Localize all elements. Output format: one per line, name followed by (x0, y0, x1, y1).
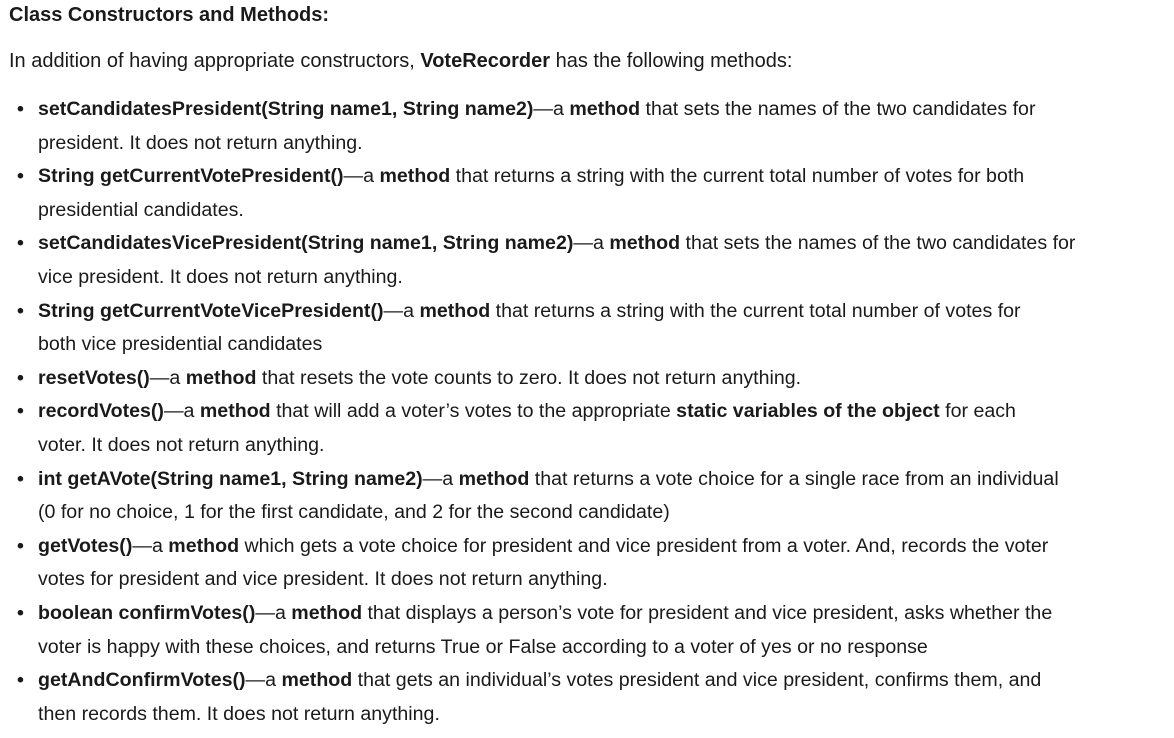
bullet-icon: • (17, 669, 24, 692)
method-line (38, 429, 1171, 463)
text: that returns a string with the current total number of votes for (490, 299, 1021, 322)
text: then records them. It does not return anything. (38, 702, 440, 725)
method-line (38, 295, 1171, 329)
section-heading: Class Constructors and Methods: (9, 4, 330, 26)
method-line (38, 496, 1171, 530)
method-line (38, 93, 1171, 127)
bold-text: method (569, 98, 641, 120)
bold-text: method (168, 534, 240, 557)
text: voter is happy with these choices, and returns True or False according to a voter of yes or no response (38, 635, 928, 658)
bold-text: setCandidatesVicePresident(String name1, String name2) (38, 232, 574, 255)
bullet-icon: • (17, 534, 24, 557)
method-line (38, 328, 1171, 362)
method-line (38, 530, 1171, 564)
text: —a (149, 366, 186, 389)
method-line (38, 227, 1171, 261)
text: that displays a person’s vote for president and vice president, asks whether the (362, 601, 1053, 624)
bullet-icon: • (17, 467, 24, 490)
text: both vice presidential candidates (38, 333, 323, 356)
text: that resets the vote counts to zero. It does not return anything. (256, 366, 802, 389)
method-line (38, 362, 1171, 396)
bold-text: setCandidatesPresident(String name1, String name2) (38, 98, 534, 120)
method-line (38, 597, 1171, 631)
bullet-icon: • (17, 366, 24, 389)
text: —a (573, 232, 610, 255)
text: —a (163, 400, 200, 423)
method-list-item (9, 227, 1171, 294)
bold-text: int getAVote(String name1, String name2) (38, 467, 423, 490)
bold-text: method (419, 299, 491, 322)
text: —a (533, 98, 570, 120)
text: —a (132, 534, 169, 557)
bullet-icon: • (17, 601, 24, 624)
bold-text: method (379, 165, 451, 188)
method-list-item (9, 597, 1171, 664)
bold-text: method (185, 366, 257, 389)
text: —a (343, 165, 380, 188)
bold-text: String getCurrentVotePresident() (38, 165, 344, 188)
method-line (38, 194, 1171, 228)
method-list-item (9, 395, 1171, 462)
bullet-icon: • (17, 400, 24, 423)
method-list (9, 93, 1171, 731)
bullet-icon: • (17, 165, 24, 188)
bold-text: method (609, 232, 681, 255)
method-line (38, 631, 1171, 665)
method-list-item (9, 160, 1171, 227)
method-line (38, 160, 1171, 194)
text: —a (245, 669, 282, 692)
text: —a (383, 299, 420, 322)
text: that returns a vote choice for a single race from an individual (529, 467, 1059, 490)
bold-text: getVotes() (38, 534, 133, 557)
bold-text: resetVotes() (38, 366, 150, 389)
method-list-item (9, 530, 1171, 597)
bold-text: method (291, 601, 363, 624)
method-list-item (9, 664, 1171, 731)
text: that gets an individual’s votes president and vice president, confirms them, and (352, 669, 1042, 692)
method-line (38, 698, 1171, 732)
intro-text-after: has the following methods: (550, 50, 793, 72)
method-line (38, 395, 1171, 429)
bold-text: static variables of the object (676, 400, 940, 423)
text: that sets the names of the two candidates for (640, 98, 1036, 120)
method-line (38, 127, 1171, 161)
text: for each (939, 400, 1016, 423)
method-list-item (9, 463, 1171, 530)
method-line (38, 261, 1171, 295)
method-line (38, 664, 1171, 698)
method-list-item (9, 93, 1171, 160)
bold-text: getAndConfirmVotes() (38, 669, 246, 692)
text: that will add a voter’s votes to the appropriate (270, 400, 677, 423)
text: (0 for no choice, 1 for the first candidate, and 2 for the second candidate) (38, 501, 670, 524)
bold-text: method (199, 400, 271, 423)
bold-text: String getCurrentVoteVicePresident() (38, 299, 384, 322)
method-line (38, 463, 1171, 497)
text: presidential candidates. (38, 198, 244, 221)
text: vice president. It does not return anything. (38, 265, 403, 288)
text: —a (255, 601, 292, 624)
method-list-item (9, 295, 1171, 362)
intro-class-name: VoteRecorder (420, 50, 551, 72)
bold-text: method (281, 669, 353, 692)
method-list-item (9, 362, 1171, 396)
text: —a (422, 467, 459, 490)
text: votes for president and vice president. It does not return anything. (38, 568, 608, 591)
text: president. It does not return anything. (38, 131, 363, 154)
bold-text: boolean confirmVotes() (38, 601, 256, 624)
bullet-icon: • (17, 232, 24, 255)
intro-text-before: In addition of having appropriate constructors, (9, 50, 421, 72)
method-line (38, 563, 1171, 597)
text: that sets the names of the two candidates for (680, 232, 1076, 255)
bullet-icon: • (17, 299, 24, 322)
bullet-icon: • (17, 98, 24, 120)
text: voter. It does not return anything. (38, 433, 325, 456)
text: that returns a string with the current total number of votes for both (450, 165, 1025, 188)
intro-paragraph (9, 49, 792, 73)
bold-text: recordVotes() (38, 400, 164, 423)
bold-text: method (458, 467, 530, 490)
text: which gets a vote choice for president and vice president from a voter. And, records the voter (239, 534, 1049, 557)
